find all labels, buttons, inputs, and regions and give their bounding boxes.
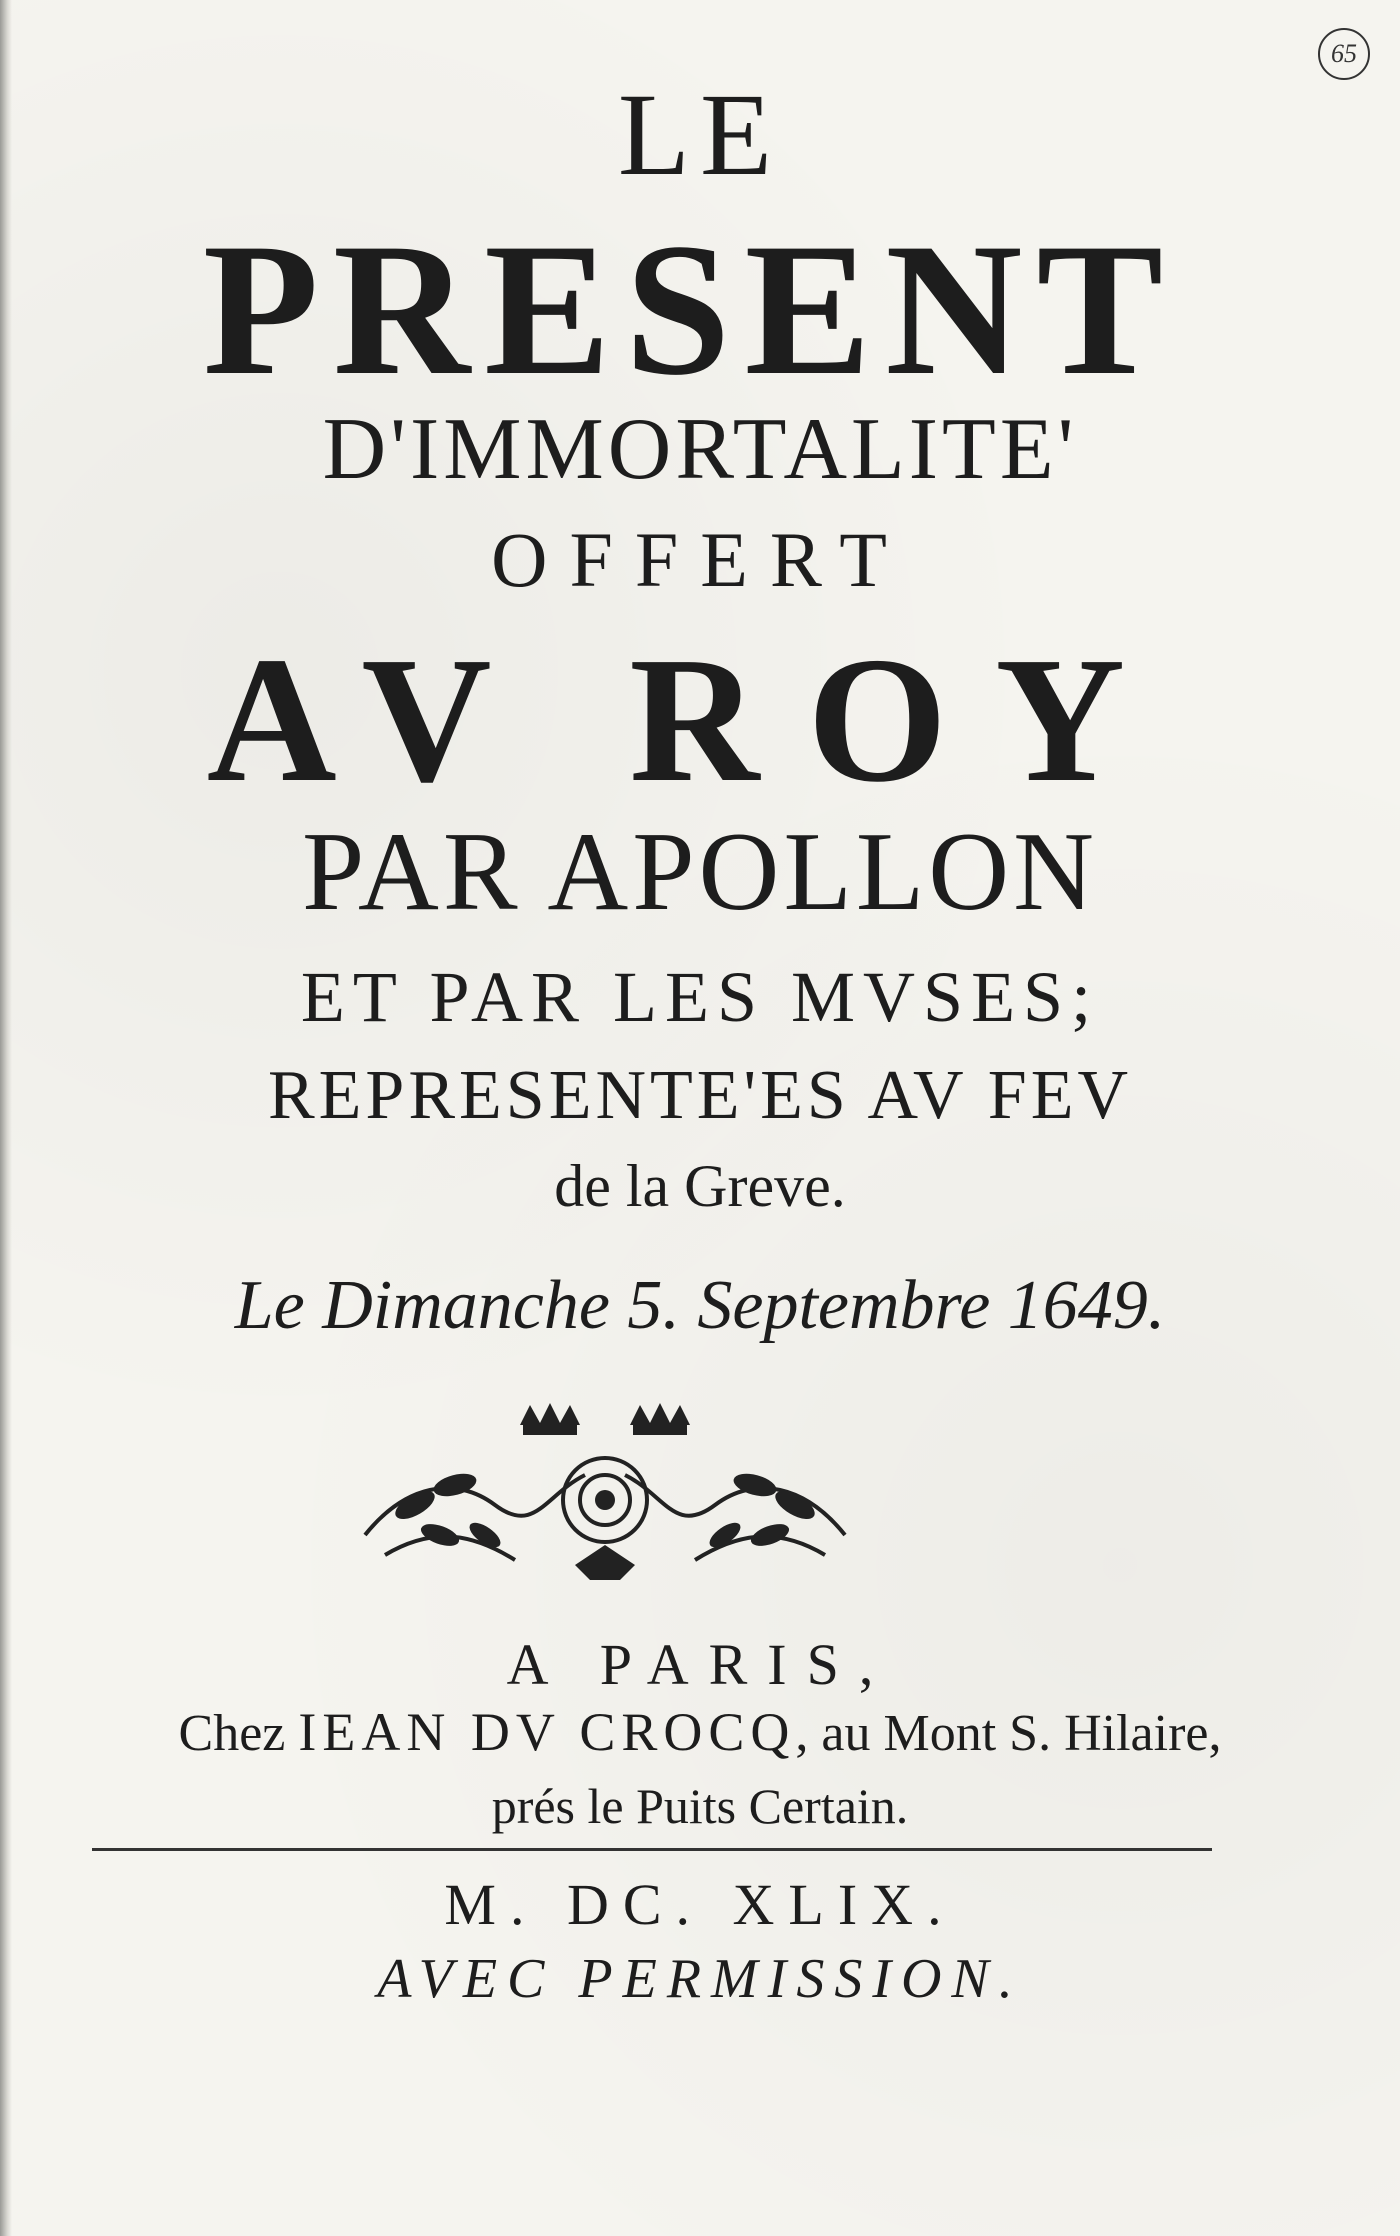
imprint-printer-name: IEAN DV CROCQ [298,1702,796,1762]
title-line-muses: ET PAR LES MVSES; [300,957,1100,1037]
permission-line: AVEC PERMISSION. [377,1948,1023,2010]
imprint-chez: Chez [178,1705,286,1762]
title-line-greve: de la Greve. [554,1153,846,1219]
title-line-apollon: PAR APOLLON [301,810,1099,934]
imprint-location: prés le Puits Certain. [491,1778,909,1834]
date-line: Le Dimanche 5. Septembre 1649. [234,1267,1166,1344]
imprint-city: A PARIS, [506,1632,894,1697]
title-line-present: PRESENT [202,205,1178,415]
title-line-immortalite: D'IMMORTALITE' [322,401,1078,498]
title-line-le: LE [617,69,783,200]
folio-number: 65 [1318,28,1370,80]
title-line-offert: OFFERT [491,516,909,603]
floral-printers-ornament-icon [345,1385,865,1595]
imprint-address: , au Mont S. Hilaire, [795,1705,1222,1762]
title-line-au-roy: AV ROY [206,620,1174,819]
title-line-representees: REPRESENTE'ES AV FEV [267,1057,1133,1134]
imprint-printer-line [0,1700,1400,1766]
publication-year: M. DC. XLIX. [444,1872,956,1937]
horizontal-rule [92,1848,1212,1851]
